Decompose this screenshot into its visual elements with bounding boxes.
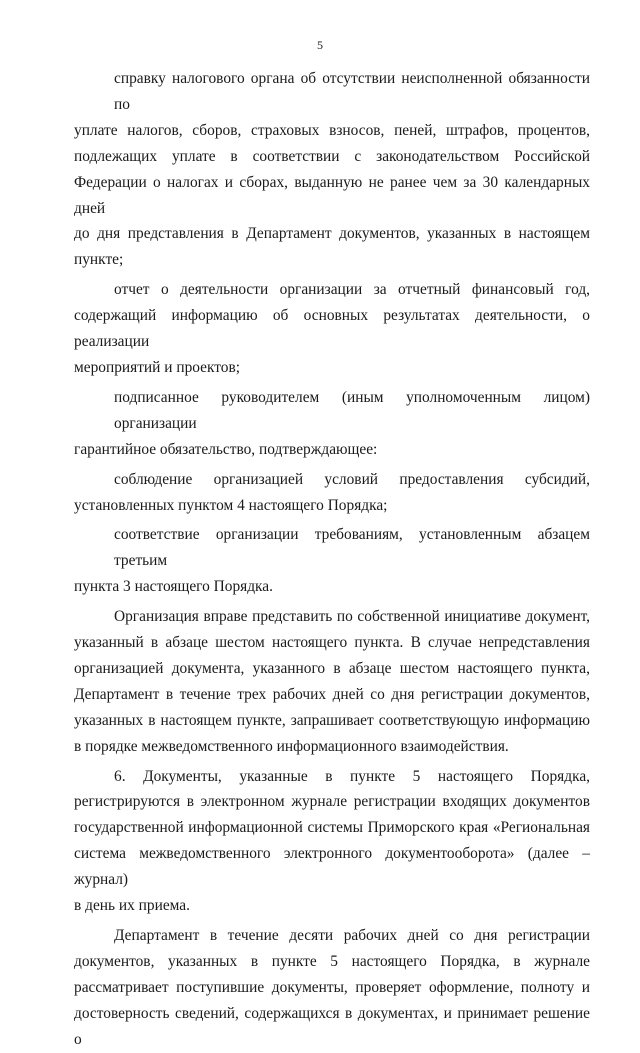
text-line: соответствие организации требованиям, установленным абзацем третьим (114, 526, 590, 570)
text-line: Департамент в течение десяти рабочих дней со дня регистрации (114, 927, 590, 944)
paragraph (74, 467, 590, 519)
text-line: гарантийное обязательство, подтверждающее: (74, 440, 378, 458)
text-line: мероприятий и проектов; (74, 358, 241, 376)
paragraph (74, 66, 590, 273)
text-line: подлежащих уплате в соответствии с законодательством Российской (74, 147, 590, 165)
text-line: до дня представления в Департамент документов, указанных в настоящем (74, 225, 590, 243)
text-line: государственной информационной системы Приморского края «Региональная (74, 819, 590, 837)
paragraph (74, 277, 590, 381)
text-line: Организация вправе представить по собственной инициативе документ, (114, 608, 590, 626)
paragraph (74, 522, 590, 600)
paragraph (74, 385, 590, 463)
text-line: в день их приема. (74, 897, 190, 915)
text-line: Федерации о налогах и сборах, выданную не ранее чем за 30 календарных дней (74, 173, 590, 217)
text-line: пункте; (74, 251, 124, 269)
text-line: рассматривает поступившие документы, проверяет оформление, полноту и (74, 978, 590, 996)
text-line: 6. Документы, указанные в пункте 5 настоящего Порядка, (114, 767, 590, 785)
text-line: уплате налогов, сборов, страховых взносов, пеней, штрафов, процентов, (74, 121, 590, 139)
text-line: отчет о деятельности организации за отчетный финансовый год, (114, 281, 590, 299)
text-line: указанный в абзаце шестом настоящего пункта. В случае непредставления (74, 634, 590, 652)
text-line: справку налогового органа об отсутствии неисполненной обязанности по (114, 70, 590, 113)
page-number: 5 (317, 38, 323, 52)
text-line: достоверность сведений, содержащихся в документах, и принимает решение о (74, 1004, 590, 1048)
text-line: указанных в настоящем пункте, запрашивает соответствующую информацию (74, 711, 590, 729)
text-line: содержащий информацию об основных результатах деятельности, о реализации (74, 307, 590, 351)
text-line: пункта 3 настоящего Порядка. (74, 578, 273, 596)
text-line: система межведомственного электронного документооборота» (далее – журнал) (74, 845, 590, 889)
text-line: соблюдение организацией условий предоставления субсидий, (114, 470, 590, 488)
paragraph (74, 764, 590, 919)
text-line: организацией документа, указанного в абзаце шестом настоящего пункта, (74, 659, 590, 677)
paragraph (74, 923, 590, 1053)
text-line: в порядке межведомственного информационного взаимодействия. (74, 737, 509, 755)
paragraph (74, 604, 590, 759)
text-line: подписанное руководителем (иным уполномоченным лицом) организации (114, 388, 590, 432)
text-line: регистрируются в электронном журнале регистрации входящих документов (74, 793, 590, 811)
text-line: Департамент в течение трех рабочих дней со дня регистрации документов, (74, 685, 590, 703)
text-line: установленных пунктом 4 настоящего Порядка; (74, 496, 388, 514)
text-line: документов, указанных в пункте 5 настоящего Порядка, в журнале (74, 952, 590, 970)
